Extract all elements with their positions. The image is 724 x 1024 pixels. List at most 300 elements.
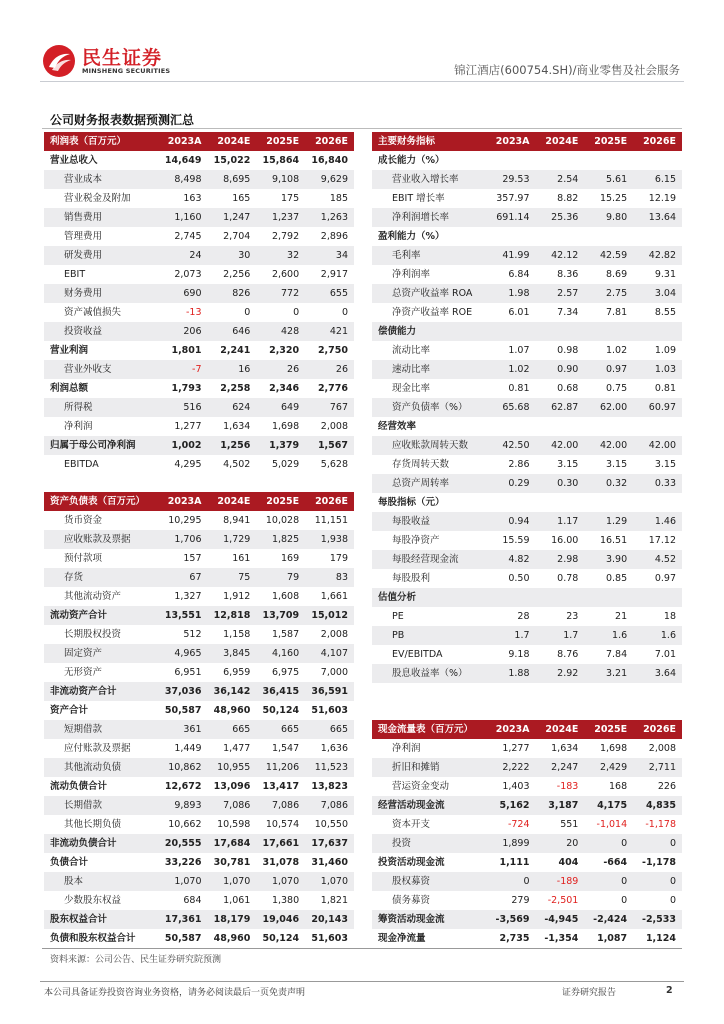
value-cell: -2,533 (633, 910, 682, 929)
value-cell: 9.18 (508, 649, 530, 660)
row-label: EV/EBITDA (392, 649, 443, 660)
table-row (44, 436, 354, 455)
value-cell: 7.01 (654, 649, 676, 660)
table-row (372, 607, 682, 626)
row-label: 股权募资 (372, 872, 487, 891)
value-cell: 0.33 (633, 474, 682, 493)
table-row (44, 341, 354, 360)
value-cell: 0 (341, 307, 348, 318)
value-cell: 0 (633, 834, 682, 853)
value-cell: 8.76 (557, 649, 579, 660)
row-label: 每股股利 (392, 573, 431, 584)
table-row (44, 265, 354, 284)
table-row (44, 170, 354, 189)
value-cell: 624 (208, 398, 257, 417)
year-header-cell: 2023A (487, 132, 536, 151)
value-cell: 2,711 (633, 758, 682, 777)
value-cell: 17.12 (648, 535, 676, 546)
value-cell: 5,029 (271, 459, 300, 470)
value-cell: 0.30 (536, 474, 585, 493)
table-header-row (372, 720, 682, 739)
value-cell: 1,793 (171, 383, 202, 394)
value-cell: 2.98 (536, 550, 585, 569)
financial-ratios-table (372, 132, 682, 683)
row-label: 存货周转天数 (392, 459, 450, 470)
value-cell: 4,835 (633, 796, 682, 815)
value-cell: 767 (305, 398, 354, 417)
value-cell: 20,555 (159, 834, 208, 853)
value-cell: 2,429 (584, 758, 633, 777)
table-row (372, 208, 682, 227)
value-cell: 1.98 (487, 284, 536, 303)
value-cell: 1,449 (174, 743, 202, 754)
value-cell: 361 (159, 720, 208, 739)
value-cell: 13,096 (213, 781, 251, 792)
row-label: 现金净流量 (378, 933, 426, 944)
value-cell: 1,801 (171, 345, 202, 356)
value-cell: 1,379 (256, 436, 305, 455)
report-subject: 锦江酒店(600754.SH)/商业零售及社会服务 (454, 63, 680, 77)
value-cell: 1,160 (159, 208, 208, 227)
value-cell: 1.02 (605, 345, 628, 356)
value-cell: 1,256 (208, 436, 257, 455)
value-cell: 13,551 (159, 606, 208, 625)
row-label: 经营活动现金流 (372, 796, 487, 815)
value-cell: 1,380 (271, 895, 300, 906)
row-label: 每股经营现金流 (372, 550, 487, 569)
value-cell (487, 227, 536, 246)
value-cell: 5,162 (487, 796, 536, 815)
value-cell: 684 (183, 895, 202, 906)
value-cell: 0.75 (605, 383, 628, 394)
value-cell: 2,792 (271, 231, 300, 242)
table-row (372, 246, 682, 265)
value-cell: 2,073 (174, 269, 202, 280)
value-cell: 42.59 (584, 246, 633, 265)
row-label: 资产负债率（%） (372, 398, 487, 417)
value-cell: 4,175 (584, 796, 633, 815)
value-cell: -7 (159, 360, 208, 379)
value-cell: -1,014 (596, 819, 628, 830)
value-cell: 1,263 (305, 208, 354, 227)
value-cell: 1,277 (174, 421, 202, 432)
value-cell: 516 (159, 398, 208, 417)
row-label: 营业收入增长率 (372, 170, 487, 189)
value-cell: 1.6 (633, 626, 682, 645)
table-row (372, 170, 682, 189)
value-cell (487, 493, 536, 512)
year-header-cell: 2024E (536, 132, 585, 151)
value-cell: 8,695 (208, 170, 257, 189)
table-row (372, 303, 682, 322)
value-cell: 3.15 (605, 459, 628, 470)
row-label: PB (372, 626, 487, 645)
row-label: 总资产收益率 ROA (372, 284, 487, 303)
value-cell: 28 (517, 611, 530, 622)
value-cell: 3.64 (633, 664, 682, 683)
row-label: 投资活动现金流 (378, 857, 445, 868)
value-cell: 1,729 (208, 530, 257, 549)
value-cell: 1,070 (208, 872, 257, 891)
row-label: 估值分析 (372, 588, 487, 607)
table-row (44, 284, 354, 303)
row-label: 投资收益 (44, 322, 159, 341)
row-label: 其他流动资产 (64, 591, 122, 602)
value-cell: 2,008 (648, 743, 676, 754)
table-row (372, 512, 682, 531)
value-cell: 3.90 (584, 550, 633, 569)
value-cell: 1.7 (487, 626, 536, 645)
value-cell: 9,108 (256, 170, 305, 189)
value-cell: 1,661 (320, 591, 348, 602)
value-cell: 26 (305, 360, 354, 379)
value-cell: 10,862 (159, 758, 208, 777)
value-cell: 6.15 (633, 170, 682, 189)
value-cell: 7,000 (320, 667, 348, 678)
value-cell: 0.68 (557, 383, 579, 394)
value-cell: 2.92 (536, 664, 585, 683)
value-cell: 16.00 (551, 535, 579, 546)
table-row (372, 189, 682, 208)
value-cell: 2,346 (269, 383, 300, 394)
value-cell: 1,634 (551, 743, 579, 754)
value-cell: -183 (556, 781, 579, 792)
value-cell: 7.34 (557, 307, 579, 318)
value-cell (584, 493, 633, 512)
value-cell: 1,247 (208, 208, 257, 227)
value-cell: 0 (584, 834, 633, 853)
value-cell: 655 (305, 284, 354, 303)
value-cell: 2,735 (499, 933, 530, 944)
value-cell: 17,684 (208, 834, 257, 853)
value-cell: 15.25 (599, 193, 628, 204)
logo-text-en: MINSHENG SECURITIES (82, 67, 171, 75)
value-cell: 691.14 (487, 208, 536, 227)
value-cell: 60.97 (633, 398, 682, 417)
year-header-cell: 2024E (536, 720, 585, 739)
value-cell: 26 (256, 360, 305, 379)
row-label: 营业外收支 (44, 360, 159, 379)
value-cell: -1,354 (544, 933, 579, 944)
income-statement-table (44, 132, 354, 474)
value-cell: -1,178 (645, 819, 676, 830)
value-cell: 185 (329, 193, 348, 204)
value-cell: 23 (566, 611, 579, 622)
value-cell: 36,142 (208, 682, 257, 701)
row-label: 营运资金变动 (392, 781, 450, 792)
value-cell: 0.94 (487, 512, 536, 531)
table-row (44, 322, 354, 341)
value-cell: 10,662 (168, 819, 202, 830)
value-cell (536, 588, 585, 607)
year-header-cell: 2024E (208, 492, 257, 511)
value-cell: 1.29 (584, 512, 633, 531)
value-cell (487, 151, 536, 170)
row-label: 管理费用 (64, 231, 103, 242)
value-cell: 7.84 (605, 649, 628, 660)
row-label: 归属于母公司净利润 (44, 436, 159, 455)
value-cell: 16,840 (311, 155, 348, 166)
row-label: 盈利能力（%） (378, 231, 445, 242)
value-cell: 7,086 (208, 796, 257, 815)
value-cell: 50,587 (164, 705, 202, 716)
value-cell: 3.15 (557, 459, 579, 470)
value-cell: 42.00 (633, 436, 682, 455)
row-label: 货币资金 (64, 515, 103, 526)
row-label: 其他长期负债 (64, 819, 122, 830)
table-row (44, 663, 354, 682)
value-cell: 31,078 (262, 857, 300, 868)
value-cell: 2,008 (320, 421, 348, 432)
value-cell: 2,320 (269, 345, 300, 356)
footer-divider (40, 981, 684, 982)
value-cell: 1,567 (305, 436, 354, 455)
value-cell: 165 (232, 193, 251, 204)
value-cell: 79 (256, 568, 305, 587)
value-cell: 10,028 (265, 515, 300, 526)
value-cell: 3,187 (536, 796, 585, 815)
value-cell (536, 493, 585, 512)
row-label: PE (392, 611, 404, 622)
year-header-cell: 2025E (584, 720, 633, 739)
value-cell: 1.03 (633, 360, 682, 379)
value-cell: 4.82 (487, 550, 536, 569)
value-cell: 17,361 (159, 910, 208, 929)
table-row (372, 664, 682, 683)
table-row (44, 360, 354, 379)
value-cell: 9.31 (654, 269, 676, 280)
row-label: 负债合计 (50, 857, 89, 868)
value-cell: 2,222 (487, 758, 536, 777)
table-row (44, 379, 354, 398)
table-row (44, 720, 354, 739)
value-cell: 42.50 (487, 436, 536, 455)
value-cell: 1,899 (487, 834, 536, 853)
value-cell: 6.84 (508, 269, 530, 280)
value-cell: 7,086 (256, 796, 305, 815)
table-header-row (372, 132, 682, 151)
value-cell: 2.86 (508, 459, 530, 470)
row-label: EBIT (64, 269, 86, 280)
value-cell: 18,179 (208, 910, 257, 929)
value-cell: 1,158 (223, 629, 251, 640)
value-cell: 1.07 (508, 345, 530, 356)
table-row (372, 265, 682, 284)
value-cell: 17,661 (256, 834, 305, 853)
value-cell: 31,460 (311, 857, 348, 868)
value-cell: 163 (183, 193, 202, 204)
value-cell: 50,124 (262, 705, 300, 716)
value-cell: -2,501 (547, 895, 579, 906)
value-cell: 42.82 (633, 246, 682, 265)
row-label: 财务费用 (44, 284, 159, 303)
value-cell (536, 227, 585, 246)
value-cell: 30 (208, 246, 257, 265)
value-cell: 0.85 (605, 573, 628, 584)
table-row (44, 777, 354, 796)
value-cell: 14,649 (164, 155, 202, 166)
value-cell: 1,327 (174, 591, 202, 602)
value-cell: 1,706 (159, 530, 208, 549)
table-row (44, 644, 354, 663)
row-label: 应付账款及票据 (64, 743, 131, 754)
table-title-cell: 资产负债表（百万元） (44, 492, 159, 511)
table-row (372, 360, 682, 379)
value-cell: 169 (281, 553, 300, 564)
value-cell: 3.21 (584, 664, 633, 683)
row-label: 营业总收入 (50, 155, 98, 166)
row-label: 资产合计 (50, 705, 89, 716)
value-cell (633, 417, 682, 436)
row-label: 其他流动负债 (44, 758, 159, 777)
value-cell: 0 (584, 872, 633, 891)
table-row (44, 891, 354, 910)
value-cell: 2,258 (220, 383, 251, 394)
table-title-cell: 现金流量表（百万元） (372, 720, 487, 739)
table-row (44, 682, 354, 701)
table-row (44, 189, 354, 208)
value-cell: 15,864 (262, 155, 300, 166)
value-cell: 1.17 (536, 512, 585, 531)
value-cell: 1,587 (271, 629, 300, 640)
value-cell: 21 (615, 611, 628, 622)
value-cell: 50,587 (164, 933, 202, 944)
table-row (372, 872, 682, 891)
row-label: EBIT 增长率 (392, 193, 445, 204)
value-cell (536, 322, 585, 341)
value-cell: 665 (256, 720, 305, 739)
row-label: 总资产周转率 (372, 474, 487, 493)
value-cell: -13 (185, 307, 202, 318)
value-cell: 41.99 (487, 246, 536, 265)
value-cell: 15,022 (213, 155, 251, 166)
value-cell: 0.81 (654, 383, 676, 394)
table-row (372, 493, 682, 512)
value-cell: 7,086 (305, 796, 354, 815)
value-cell: 1.7 (536, 626, 585, 645)
table-row (372, 796, 682, 815)
row-label: 资产减值损失 (64, 307, 122, 318)
value-cell: 1,237 (256, 208, 305, 227)
value-cell (487, 588, 536, 607)
value-cell (487, 322, 536, 341)
value-cell: 1,002 (159, 436, 208, 455)
balance-sheet-table (44, 492, 354, 948)
value-cell: 428 (256, 322, 305, 341)
value-cell: 2,241 (220, 345, 251, 356)
value-cell: 12.19 (648, 193, 676, 204)
value-cell: 8.55 (654, 307, 676, 318)
value-cell: 1,938 (305, 530, 354, 549)
value-cell: 7.81 (605, 307, 628, 318)
value-cell: 3.15 (654, 459, 676, 470)
table-row (372, 398, 682, 417)
value-cell: 8,498 (159, 170, 208, 189)
value-cell (487, 417, 536, 436)
value-cell: 67 (159, 568, 208, 587)
row-label: 偿债能力 (372, 322, 487, 341)
table-row (372, 550, 682, 569)
table-row (44, 625, 354, 644)
cash-flow-table (372, 720, 682, 948)
row-label: 净资产收益率 ROE (392, 307, 473, 318)
value-cell: 179 (329, 553, 348, 564)
value-cell: 1,477 (223, 743, 251, 754)
value-cell: 75 (208, 568, 257, 587)
value-cell: 8.36 (557, 269, 579, 280)
logo-text-cn: 民生证券 (82, 47, 163, 69)
value-cell: 6,975 (271, 667, 300, 678)
value-cell: 2,896 (320, 231, 348, 242)
row-label: 经营效率 (378, 421, 417, 432)
value-cell: 20,143 (305, 910, 354, 929)
value-cell: 1,821 (320, 895, 348, 906)
value-cell: -1,178 (642, 857, 676, 868)
value-cell: 50,124 (262, 933, 300, 944)
value-cell: 3,845 (208, 644, 257, 663)
value-cell: 10,295 (168, 515, 202, 526)
row-label: 折旧和摊销 (372, 758, 487, 777)
value-cell: 0 (244, 307, 251, 318)
year-header-cell: 2023A (487, 720, 536, 739)
row-label: 固定资产 (44, 644, 159, 663)
value-cell: 8.82 (557, 193, 579, 204)
value-cell: 161 (232, 553, 251, 564)
footer-report-type: 证券研究报告 (562, 988, 617, 998)
row-label: 现金比率 (392, 383, 431, 394)
value-cell: 4,160 (256, 644, 305, 663)
row-label: 营业利润 (50, 345, 89, 356)
value-cell: 36,591 (305, 682, 354, 701)
source-note: 资料来源：公司公告、民生证券研究院预测 (50, 955, 222, 965)
value-cell: 1,061 (223, 895, 251, 906)
table-header-row (44, 492, 354, 511)
value-cell: 1,825 (256, 530, 305, 549)
value-cell: 6.01 (508, 307, 530, 318)
value-cell: 34 (305, 246, 354, 265)
value-cell: 6,959 (223, 667, 251, 678)
value-cell: 15,012 (305, 606, 354, 625)
value-cell: 206 (159, 322, 208, 341)
row-label: 无形资产 (64, 667, 103, 678)
value-cell: 29.53 (487, 170, 536, 189)
row-label: 非流动资产合计 (44, 682, 159, 701)
table-row (44, 834, 354, 853)
value-cell: 1,636 (320, 743, 348, 754)
value-cell: 1,403 (502, 781, 530, 792)
value-cell: 17,637 (305, 834, 354, 853)
value-cell: 19,046 (256, 910, 305, 929)
table-row (372, 341, 682, 360)
value-cell: 1.88 (487, 664, 536, 683)
value-cell: 279 (511, 895, 530, 906)
value-cell: 404 (558, 857, 579, 868)
value-cell: 826 (208, 284, 257, 303)
row-label: 成长能力（%） (378, 155, 445, 166)
value-cell: 0.29 (487, 474, 536, 493)
value-cell: 8,941 (223, 515, 251, 526)
year-header-cell: 2026E (633, 720, 682, 739)
value-cell: 665 (208, 720, 257, 739)
value-cell: 51,603 (311, 705, 348, 716)
row-label: EBITDA (64, 459, 99, 470)
table-row (44, 853, 354, 872)
row-label: 净利润 (64, 421, 93, 432)
table-row (372, 455, 682, 474)
value-cell: 2.75 (584, 284, 633, 303)
value-cell: 4,107 (305, 644, 354, 663)
value-cell: -724 (507, 819, 530, 830)
